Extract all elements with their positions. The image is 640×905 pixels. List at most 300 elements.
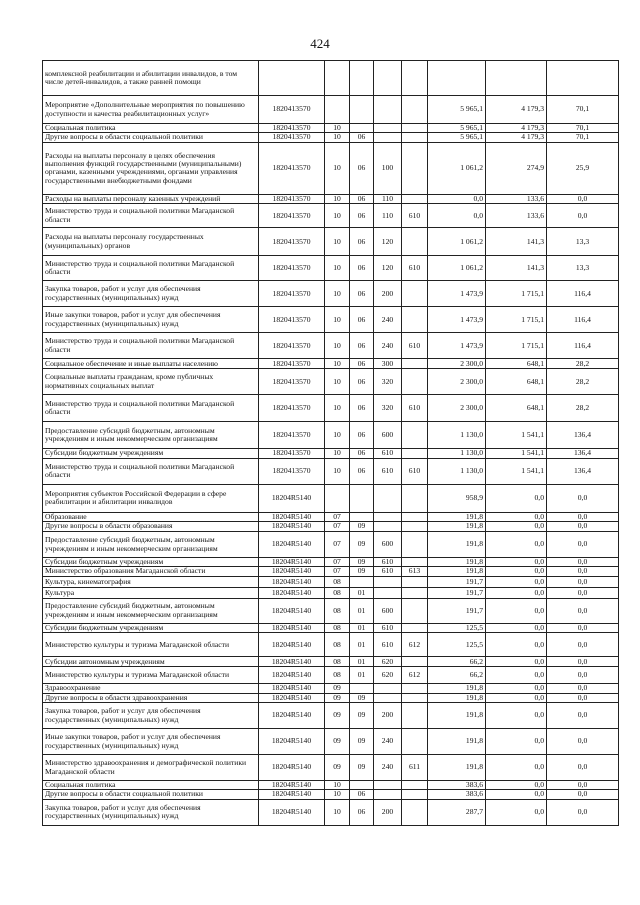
row-planned-amount: 958,9 (428, 484, 486, 512)
row-name: Предоставление субсидий бюджетным, автономным учреждениям и иным некоммерческим организациям (43, 422, 259, 449)
budget-table (42, 60, 619, 826)
row-subsection: 09 (350, 558, 374, 567)
row-executed-amount: 0,0 (486, 532, 547, 558)
row-name: Социальная политика (43, 781, 259, 790)
row-subsection: 09 (350, 522, 374, 532)
row-execution-percent: 0,0 (547, 598, 619, 623)
row-expense-type (374, 512, 402, 521)
row-target-article: 18204R5140 (259, 781, 325, 790)
row-execution-percent: 0,0 (547, 484, 619, 512)
row-section: 10 (325, 124, 350, 133)
row-execution-percent: 0,0 (547, 194, 619, 203)
row-expense-type (374, 790, 402, 799)
table-row (43, 307, 619, 333)
row-section: 08 (325, 633, 350, 657)
row-admin-code (402, 576, 428, 587)
row-planned-amount: 191,8 (428, 729, 486, 755)
row-section: 10 (325, 307, 350, 333)
row-execution-percent: 0,0 (547, 587, 619, 598)
row-admin-code (402, 532, 428, 558)
row-subsection: 06 (350, 281, 374, 307)
row-executed-amount: 4 179,3 (486, 96, 547, 124)
table-row (43, 703, 619, 729)
row-execution-percent: 28,2 (547, 369, 619, 395)
row-section (325, 96, 350, 124)
row-expense-type (374, 124, 402, 133)
row-expense-type (374, 133, 402, 142)
table-row (43, 484, 619, 512)
row-expense-type: 200 (374, 799, 402, 825)
row-executed-amount: 0,0 (486, 633, 547, 657)
table-row (43, 359, 619, 369)
row-planned-amount: 287,7 (428, 799, 486, 825)
row-section: 08 (325, 598, 350, 623)
row-subsection: 06 (350, 449, 374, 458)
row-name: Другие вопросы в области социальной политики (43, 133, 259, 142)
row-section: 10 (325, 256, 350, 281)
row-admin-code (402, 96, 428, 124)
row-executed-amount: 1 715,1 (486, 307, 547, 333)
row-planned-amount (428, 61, 486, 96)
row-name: Субсидии бюджетным учреждениям (43, 558, 259, 567)
row-section: 07 (325, 512, 350, 521)
row-target-article: 18204R5140 (259, 755, 325, 781)
row-execution-percent: 0,0 (547, 532, 619, 558)
row-planned-amount: 1 061,2 (428, 142, 486, 194)
row-admin-code (402, 124, 428, 133)
row-planned-amount: 191,7 (428, 576, 486, 587)
row-section: 07 (325, 532, 350, 558)
row-execution-percent: 0,0 (547, 567, 619, 576)
row-executed-amount: 0,0 (486, 576, 547, 587)
row-planned-amount: 1 473,9 (428, 281, 486, 307)
row-section: 10 (325, 790, 350, 799)
row-expense-type: 610 (374, 633, 402, 657)
table-row (43, 799, 619, 825)
budget-table-body (43, 61, 619, 826)
row-section: 08 (325, 587, 350, 598)
row-admin-code: 613 (402, 567, 428, 576)
table-row (43, 667, 619, 684)
row-planned-amount: 191,7 (428, 587, 486, 598)
row-admin-code (402, 142, 428, 194)
row-name: Другие вопросы в области здравоохранения (43, 693, 259, 702)
row-name: Субсидии бюджетным учреждениям (43, 449, 259, 458)
row-target-article: 1820413570 (259, 333, 325, 359)
row-expense-type: 240 (374, 307, 402, 333)
row-executed-amount: 133,6 (486, 204, 547, 228)
table-row (43, 781, 619, 790)
row-planned-amount: 191,7 (428, 598, 486, 623)
row-name: Закупка товаров, работ и услуг для обеспечения государственных (муниципальных) нужд (43, 799, 259, 825)
row-target-article: 18204R5140 (259, 567, 325, 576)
table-row (43, 96, 619, 124)
row-admin-code (402, 133, 428, 142)
row-expense-type: 320 (374, 369, 402, 395)
row-admin-code (402, 558, 428, 567)
row-execution-percent: 70,1 (547, 124, 619, 133)
row-executed-amount: 0,0 (486, 729, 547, 755)
table-row (43, 567, 619, 576)
row-executed-amount (486, 61, 547, 96)
row-execution-percent: 0,0 (547, 204, 619, 228)
row-planned-amount: 191,8 (428, 693, 486, 702)
row-executed-amount: 0,0 (486, 799, 547, 825)
row-name: Министерство труда и социальной политики Магаданской области (43, 395, 259, 422)
row-planned-amount: 191,8 (428, 558, 486, 567)
row-subsection: 09 (350, 755, 374, 781)
table-row (43, 256, 619, 281)
row-subsection: 06 (350, 194, 374, 203)
row-expense-type (374, 484, 402, 512)
row-admin-code (402, 194, 428, 203)
row-admin-code (402, 449, 428, 458)
row-execution-percent: 0,0 (547, 623, 619, 632)
row-executed-amount: 648,1 (486, 359, 547, 369)
row-admin-code (402, 307, 428, 333)
row-target-article: 18204R5140 (259, 684, 325, 693)
row-section: 09 (325, 684, 350, 693)
row-target-article: 18204R5140 (259, 522, 325, 532)
row-name: Министерство культуры и туризма Магаданской области (43, 633, 259, 657)
row-expense-type: 320 (374, 395, 402, 422)
row-planned-amount: 66,2 (428, 667, 486, 684)
row-target-article: 1820413570 (259, 281, 325, 307)
row-planned-amount: 191,8 (428, 532, 486, 558)
row-admin-code (402, 693, 428, 702)
row-expense-type: 200 (374, 703, 402, 729)
row-name: Другие вопросы в области социальной политики (43, 790, 259, 799)
row-target-article: 1820413570 (259, 256, 325, 281)
row-planned-amount: 191,8 (428, 684, 486, 693)
row-execution-percent: 0,0 (547, 729, 619, 755)
row-executed-amount: 0,0 (486, 512, 547, 521)
row-section: 09 (325, 703, 350, 729)
row-admin-code (402, 598, 428, 623)
row-name: Закупка товаров, работ и услуг для обеспечения государственных (муниципальных) нужд (43, 281, 259, 307)
row-target-article: 18204R5140 (259, 657, 325, 667)
table-row (43, 204, 619, 228)
row-executed-amount: 1 541,1 (486, 449, 547, 458)
row-planned-amount: 191,8 (428, 522, 486, 532)
row-expense-type: 240 (374, 333, 402, 359)
row-subsection: 01 (350, 667, 374, 684)
table-row (43, 587, 619, 598)
row-executed-amount: 0,0 (486, 781, 547, 790)
row-section: 10 (325, 422, 350, 449)
row-admin-code (402, 281, 428, 307)
row-admin-code (402, 228, 428, 256)
row-execution-percent: 0,0 (547, 684, 619, 693)
row-admin-code (402, 512, 428, 521)
table-row (43, 61, 619, 96)
row-subsection: 09 (350, 693, 374, 702)
row-planned-amount: 191,8 (428, 755, 486, 781)
row-section: 10 (325, 359, 350, 369)
row-expense-type: 300 (374, 359, 402, 369)
row-target-article: 18204R5140 (259, 633, 325, 657)
table-row (43, 558, 619, 567)
table-row (43, 369, 619, 395)
row-subsection: 06 (350, 133, 374, 142)
row-planned-amount: 1 061,2 (428, 256, 486, 281)
row-expense-type (374, 61, 402, 96)
row-executed-amount: 274,9 (486, 142, 547, 194)
row-admin-code (402, 422, 428, 449)
row-subsection (350, 512, 374, 521)
row-subsection: 06 (350, 256, 374, 281)
table-row (43, 576, 619, 587)
table-row (43, 657, 619, 667)
row-subsection: 09 (350, 729, 374, 755)
row-target-article: 18204R5140 (259, 576, 325, 587)
row-subsection (350, 576, 374, 587)
row-expense-type: 600 (374, 422, 402, 449)
row-executed-amount: 1 541,1 (486, 458, 547, 484)
row-executed-amount: 1 715,1 (486, 333, 547, 359)
table-row (43, 755, 619, 781)
row-executed-amount: 0,0 (486, 667, 547, 684)
row-execution-percent: 70,1 (547, 133, 619, 142)
row-planned-amount: 1 061,2 (428, 228, 486, 256)
page-number: 424 (310, 36, 330, 51)
row-planned-amount: 66,2 (428, 657, 486, 667)
row-execution-percent: 13,3 (547, 256, 619, 281)
row-expense-type: 620 (374, 667, 402, 684)
row-name: Другие вопросы в области образования (43, 522, 259, 532)
row-section: 08 (325, 623, 350, 632)
row-target-article: 18204R5140 (259, 623, 325, 632)
row-planned-amount: 2 300,0 (428, 359, 486, 369)
row-name: Министерство здравоохранения и демографической политики Магаданской области (43, 755, 259, 781)
row-target-article: 18204R5140 (259, 532, 325, 558)
row-target-article: 1820413570 (259, 449, 325, 458)
row-execution-percent: 0,0 (547, 667, 619, 684)
row-section: 10 (325, 369, 350, 395)
row-target-article: 1820413570 (259, 194, 325, 203)
row-planned-amount: 191,8 (428, 567, 486, 576)
row-subsection (350, 684, 374, 693)
row-planned-amount: 5 965,1 (428, 124, 486, 133)
row-execution-percent: 0,0 (547, 755, 619, 781)
row-planned-amount: 1 130,0 (428, 458, 486, 484)
row-subsection: 06 (350, 790, 374, 799)
row-subsection: 06 (350, 307, 374, 333)
row-executed-amount: 1 715,1 (486, 281, 547, 307)
row-expense-type: 240 (374, 729, 402, 755)
table-row (43, 395, 619, 422)
row-expense-type: 610 (374, 458, 402, 484)
row-planned-amount: 0,0 (428, 194, 486, 203)
row-target-article: 18204R5140 (259, 598, 325, 623)
row-name: Министерство труда и социальной политики Магаданской области (43, 256, 259, 281)
row-admin-code: 610 (402, 204, 428, 228)
row-executed-amount: 648,1 (486, 395, 547, 422)
table-row (43, 693, 619, 702)
row-expense-type (374, 693, 402, 702)
row-section: 10 (325, 781, 350, 790)
row-target-article: 18204R5140 (259, 667, 325, 684)
row-planned-amount: 383,6 (428, 781, 486, 790)
row-executed-amount: 0,0 (486, 657, 547, 667)
row-target-article: 18204R5140 (259, 703, 325, 729)
table-row (43, 458, 619, 484)
row-admin-code: 612 (402, 667, 428, 684)
row-name: Расходы на выплаты персоналу в целях обеспечения выполнения функций государственными (муниципальными) органами, казенными учреждениями, органами управления государственными внебюджетными фондами (43, 142, 259, 194)
row-executed-amount: 0,0 (486, 598, 547, 623)
row-subsection: 06 (350, 204, 374, 228)
row-admin-code: 610 (402, 256, 428, 281)
row-subsection: 06 (350, 422, 374, 449)
row-planned-amount: 1 130,0 (428, 422, 486, 449)
row-target-article: 1820413570 (259, 96, 325, 124)
row-target-article: 1820413570 (259, 422, 325, 449)
row-admin-code: 612 (402, 633, 428, 657)
row-subsection: 06 (350, 458, 374, 484)
row-target-article: 18204R5140 (259, 693, 325, 702)
table-row (43, 422, 619, 449)
row-name: Министерство труда и социальной политики Магаданской области (43, 333, 259, 359)
row-expense-type: 120 (374, 228, 402, 256)
row-executed-amount: 0,0 (486, 693, 547, 702)
row-subsection: 01 (350, 623, 374, 632)
row-execution-percent (547, 61, 619, 96)
row-target-article: 1820413570 (259, 307, 325, 333)
row-name: Социальная политика (43, 124, 259, 133)
row-planned-amount: 1 473,9 (428, 307, 486, 333)
row-expense-type: 600 (374, 532, 402, 558)
row-section: 09 (325, 755, 350, 781)
row-executed-amount: 0,0 (486, 684, 547, 693)
row-executed-amount: 0,0 (486, 587, 547, 598)
row-target-article: 18204R5140 (259, 512, 325, 521)
row-expense-type: 610 (374, 449, 402, 458)
row-section: 10 (325, 281, 350, 307)
row-execution-percent: 136,4 (547, 422, 619, 449)
row-section: 10 (325, 142, 350, 194)
row-planned-amount: 1 130,0 (428, 449, 486, 458)
row-expense-type: 620 (374, 657, 402, 667)
row-section: 10 (325, 799, 350, 825)
table-row (43, 633, 619, 657)
row-execution-percent: 0,0 (547, 703, 619, 729)
row-admin-code (402, 587, 428, 598)
row-subsection: 09 (350, 703, 374, 729)
row-admin-code: 610 (402, 458, 428, 484)
table-row (43, 142, 619, 194)
row-section (325, 61, 350, 96)
row-subsection: 01 (350, 633, 374, 657)
row-executed-amount: 648,1 (486, 369, 547, 395)
row-executed-amount: 1 541,1 (486, 422, 547, 449)
table-row (43, 194, 619, 203)
row-admin-code (402, 484, 428, 512)
row-subsection: 06 (350, 359, 374, 369)
table-row (43, 133, 619, 142)
row-name: Здравоохранение (43, 684, 259, 693)
row-target-article: 1820413570 (259, 228, 325, 256)
row-subsection (350, 96, 374, 124)
row-admin-code (402, 61, 428, 96)
table-row (43, 522, 619, 532)
row-execution-percent: 0,0 (547, 558, 619, 567)
row-execution-percent: 0,0 (547, 522, 619, 532)
row-section: 10 (325, 133, 350, 142)
row-section: 07 (325, 558, 350, 567)
row-execution-percent: 116,4 (547, 307, 619, 333)
row-expense-type: 610 (374, 558, 402, 567)
row-section: 07 (325, 567, 350, 576)
row-expense-type (374, 781, 402, 790)
row-planned-amount: 125,5 (428, 633, 486, 657)
table-row (43, 623, 619, 632)
row-execution-percent: 0,0 (547, 790, 619, 799)
table-row (43, 449, 619, 458)
row-name: Предоставление субсидий бюджетным, автономным учреждениям и иным некоммерческим организациям (43, 598, 259, 623)
row-admin-code (402, 729, 428, 755)
row-executed-amount: 0,0 (486, 522, 547, 532)
row-subsection (350, 781, 374, 790)
row-admin-code (402, 684, 428, 693)
row-section: 10 (325, 395, 350, 422)
row-executed-amount: 0,0 (486, 623, 547, 632)
row-section: 08 (325, 657, 350, 667)
row-section: 10 (325, 228, 350, 256)
row-execution-percent: 70,1 (547, 96, 619, 124)
row-execution-percent: 28,2 (547, 395, 619, 422)
row-execution-percent: 0,0 (547, 781, 619, 790)
row-execution-percent: 0,0 (547, 693, 619, 702)
row-name: Социальное обеспечение и иные выплаты населению (43, 359, 259, 369)
row-planned-amount: 2 300,0 (428, 369, 486, 395)
table-row (43, 124, 619, 133)
row-section: 08 (325, 667, 350, 684)
row-section: 09 (325, 693, 350, 702)
row-admin-code (402, 369, 428, 395)
row-admin-code: 611 (402, 755, 428, 781)
row-target-article (259, 61, 325, 96)
row-target-article: 1820413570 (259, 124, 325, 133)
table-row (43, 790, 619, 799)
table-row (43, 333, 619, 359)
row-name: Закупка товаров, работ и услуг для обеспечения государственных (муниципальных) нужд (43, 703, 259, 729)
row-execution-percent: 0,0 (547, 633, 619, 657)
row-name: Культура (43, 587, 259, 598)
row-executed-amount: 4 179,3 (486, 124, 547, 133)
row-subsection: 09 (350, 567, 374, 576)
table-row (43, 729, 619, 755)
row-admin-code (402, 522, 428, 532)
row-expense-type: 200 (374, 281, 402, 307)
row-expense-type: 240 (374, 755, 402, 781)
row-admin-code: 610 (402, 395, 428, 422)
row-planned-amount: 0,0 (428, 204, 486, 228)
row-expense-type (374, 522, 402, 532)
row-name: Мероприятия субъектов Российской Федерации в сфере реабилитации и абилитации инвалидов (43, 484, 259, 512)
row-execution-percent: 0,0 (547, 576, 619, 587)
row-subsection: 06 (350, 369, 374, 395)
row-executed-amount: 0,0 (486, 558, 547, 567)
row-target-article: 1820413570 (259, 204, 325, 228)
row-section: 10 (325, 333, 350, 359)
row-planned-amount: 1 473,9 (428, 333, 486, 359)
row-admin-code (402, 703, 428, 729)
row-executed-amount: 0,0 (486, 790, 547, 799)
row-expense-type: 100 (374, 142, 402, 194)
row-subsection: 06 (350, 228, 374, 256)
row-target-article: 1820413570 (259, 133, 325, 142)
row-executed-amount: 141,3 (486, 256, 547, 281)
